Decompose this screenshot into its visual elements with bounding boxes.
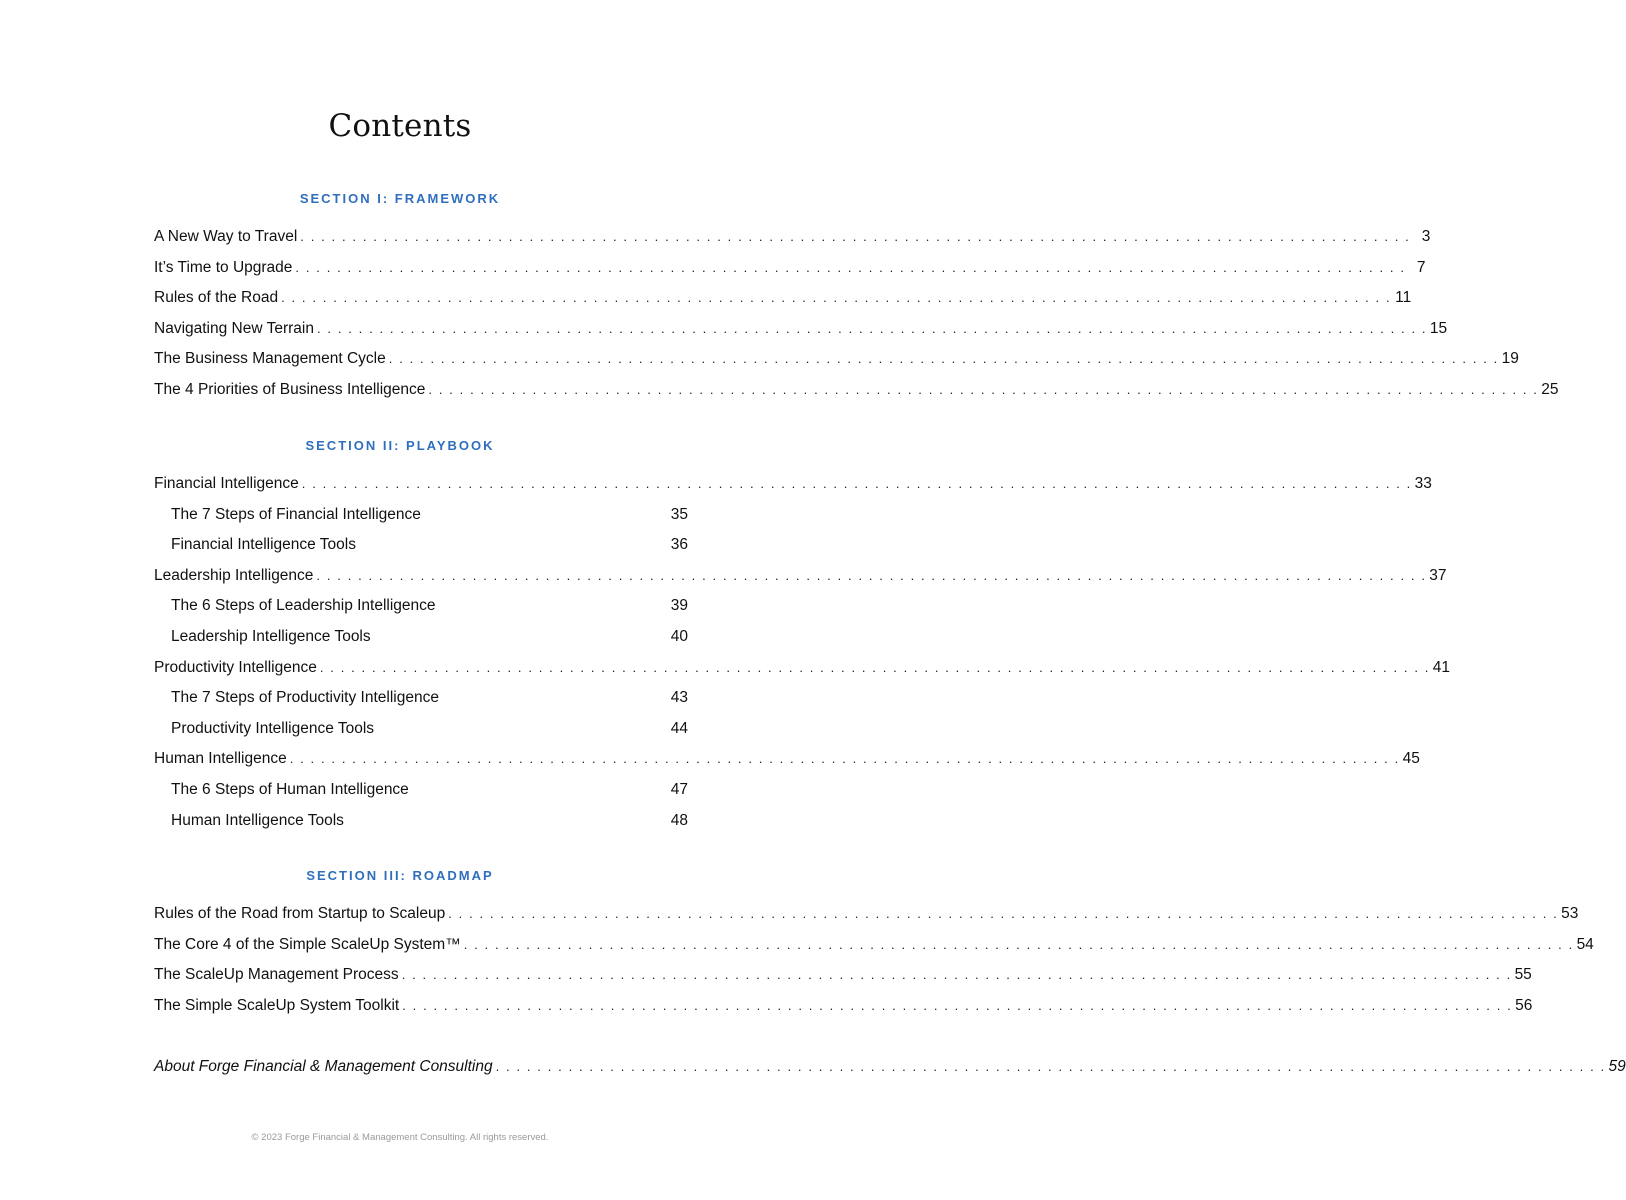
dot-leader: . . . . . . . . . . . . . . . . . . . . . . . . . . . . . . . . . . . . . . . . . . . . . . . . . . . . . . . . . . . . . . . . . . . . . . . . . . . . . . . . . . . . . . . . . . . . . . . . . . . . . . . . . . . xyxy=(295,259,1406,275)
toc-entry-about[interactable] xyxy=(154,1052,1626,1083)
dot-leader: . . . . . . . . . . . . . . . . . . . . . . . . . . . . . . . . . . . . . . . . . . . . . . . . . . . . . . . . . . . . . . . . . . . . . . . . . . . . . . . . . . . . . . . . . . . . . . . . . . . . . . . . . . . xyxy=(402,997,1513,1013)
toc-page-number: 7 xyxy=(1416,258,1426,276)
dot-leader: . . . . . . . . . . . . . . . . . . . . . . . . . . . . . . . . . . . . . . . . . . . . . . . . . . . . . . . . . . . . . . . . . . . . . . . . . . . . . . . . . . . . . . . . . . . . . . . . . . . . . . . . . . . xyxy=(495,1059,1606,1074)
toc-page-number: 47 xyxy=(670,780,688,798)
toc-entry[interactable] xyxy=(154,561,1447,592)
toc-page-number: 43 xyxy=(670,689,688,707)
dot-leader: . . . . . . . . . . . . . . . . . . . . . . . . . . . . . . . . . . . . . . . . . . . . . . . . . . . . . . . . . . . . . . . . . . . . . . . . . . . . . . . . . . . . . . . . . . . . . . . . . . . . . . . . . . . xyxy=(448,906,1559,921)
toc-entry[interactable] xyxy=(154,314,1448,345)
toc-entry[interactable] xyxy=(154,960,1532,991)
toc-page-number: 53 xyxy=(1561,905,1579,922)
toc-entry-label: The Simple ScaleUp System Toolkit xyxy=(154,996,400,1014)
toc-entry-label: The Core 4 of the Simple ScaleUp System™ xyxy=(154,935,461,953)
toc-subentry[interactable] xyxy=(154,500,688,531)
toc-list-framework xyxy=(154,222,1559,406)
dot-leader: . . . . . . . . . . . . . . . . . . . . . . . . . . . . . . . . . . . . . . . . . . . . . . . . . . . . . . . . . . . . . . . . . . . . . . . . . . . . . . . . . . . . . . . . . . . . . . . . . . . . . . . . . . . xyxy=(301,476,1412,491)
toc-list-about xyxy=(154,1052,1626,1083)
toc-page-number: 3 xyxy=(1421,228,1431,245)
dot-leader: . . . . . . . . . . . . . . . . . . . . . . . . . . . . . . . . . . . . . . . . . . . . . . . . . . . . . . . . . . . . . . . . . . . . . . . . . . . . . . . . . . . . . . . . . . . . . . . . . . . . . . . . . . . xyxy=(300,229,1411,244)
toc-page-number: 36 xyxy=(670,536,688,554)
toc-list-playbook xyxy=(154,469,1450,836)
toc-subentry[interactable] xyxy=(154,622,688,653)
toc-entry-label: Leadership Intelligence xyxy=(154,566,314,584)
toc-subentry[interactable] xyxy=(154,806,688,837)
page-title: Contents xyxy=(328,108,472,144)
toc-page-number: 19 xyxy=(1501,350,1519,368)
toc-page-number: 40 xyxy=(670,627,688,645)
toc-entry-label: The 7 Steps of Productivity Intelligence xyxy=(171,689,439,707)
toc-page-number: 44 xyxy=(670,719,688,737)
toc-entry-label: Productivity Intelligence xyxy=(154,658,317,676)
dot-leader: . . . . . . . . . . . . . . . . . . . . . . . . . . . . . . . . . . . . . . . . . . . . . . . . . . . . . . . . . . . . . . . . . . . . . . . . . . . . . . . . . . . . . . . . . . . . . . . . . . . . . . . . . . . xyxy=(289,751,1400,767)
toc-page-number: 37 xyxy=(1429,566,1447,584)
section-heading-roadmap: SECTION III: ROADMAP xyxy=(306,868,494,883)
toc-entry-label: Rules of the Road xyxy=(154,289,279,307)
toc-entry-label: The 6 Steps of Leadership Intelligence xyxy=(171,597,436,615)
toc-entry-label: The 4 Priorities of Business Intelligence xyxy=(154,380,426,398)
toc-page-number: 25 xyxy=(1541,380,1559,398)
dot-leader: . . . . . . . . . . . . . . . . . . . . . . . . . . . . . . . . . . . . . . . . . . . . . . . . . . . . . . . . . . . . . . . . . . . . . . . . . . . . . . . . . . . . . . . . . . . . . . . . . . . . . . . . . . . xyxy=(316,320,1428,336)
toc-entry-label: The ScaleUp Management Process xyxy=(154,966,399,984)
dot-leader: . . . . . . . . . . . . . . . . . . . . . . . . . . . . . . . . . . . . . . . . . . . . . . . . . . . . . . . . . . . . . . . . . . . . . . . . . . . . . . . . . . . . . . . . . . . . . . . . . . . . . . . . . . . xyxy=(316,567,1427,583)
toc-entry-label: Rules of the Road from Startup to Scaleup xyxy=(154,905,446,922)
toc-page-number: 45 xyxy=(1402,750,1420,768)
toc-entry[interactable] xyxy=(154,991,1533,1022)
toc-entry[interactable] xyxy=(154,375,1559,406)
toc-page-number: 15 xyxy=(1429,319,1448,337)
toc-entry-label: About Forge Financial & Management Consulting xyxy=(154,1058,493,1075)
toc-entry-label: The 7 Steps of Financial Intelligence xyxy=(171,505,421,523)
dot-leader: . . . . . . . . . . . . . . . . . . . . . . . . . . . . . . . . . . . . . . . . . . . . . . . . . . . . . . . . . . . . . . . . . . . . . . . . . . . . . . . . . . . . . . . . . . . . . . . . . . . . . . . . . . . xyxy=(401,967,1512,983)
toc-page-number: 35 xyxy=(670,505,688,523)
dot-leader: . . . . . . . . . . . . . . . . . . . . . . . . . . . . . . . . . . . . . . . . . . . . . . . . . . . . . . . . . . . . . . . . . . . . . . . . . . . . . . . . . . . . . . . . . . . . . . . . . . . . . . . . . . . xyxy=(388,351,1499,367)
toc-subentry[interactable] xyxy=(154,530,688,561)
section-heading-playbook: SECTION II: PLAYBOOK xyxy=(305,438,495,453)
toc-page-number: 56 xyxy=(1515,996,1533,1014)
toc-entry-label: It’s Time to Upgrade xyxy=(154,258,293,276)
toc-entry-label: Financial Intelligence Tools xyxy=(171,536,356,554)
toc-page-number: 54 xyxy=(1576,935,1594,953)
toc-subentry[interactable] xyxy=(154,591,688,622)
toc-subentry[interactable] xyxy=(154,775,688,806)
toc-list-roadmap xyxy=(154,899,1594,1021)
toc-page-number: 55 xyxy=(1514,966,1532,984)
section-heading-framework: SECTION I: FRAMEWORK xyxy=(299,191,501,206)
toc-entry-label: The Business Management Cycle xyxy=(154,350,386,368)
toc-page-number: 48 xyxy=(670,811,688,829)
toc-entry-label: Human Intelligence xyxy=(154,750,287,768)
toc-page-number: 11 xyxy=(1395,289,1412,307)
toc-entry-label: Productivity Intelligence Tools xyxy=(171,719,375,737)
toc-entry[interactable] xyxy=(154,899,1579,930)
toc-entry[interactable] xyxy=(154,930,1594,961)
toc-entry[interactable] xyxy=(154,222,1431,253)
copyright-footer: © 2023 Forge Financial & Management Consulting. All rights reserved. xyxy=(251,1132,549,1143)
toc-page-number: 59 xyxy=(1608,1058,1626,1075)
toc-entry-label: Navigating New Terrain xyxy=(154,319,314,337)
toc-page-number: 33 xyxy=(1414,475,1432,492)
toc-entry[interactable] xyxy=(154,469,1432,500)
toc-entry[interactable] xyxy=(154,253,1426,284)
toc-subentry[interactable] xyxy=(154,714,688,745)
dot-leader: . . . . . . . . . . . . . . . . . . . . . . . . . . . . . . . . . . . . . . . . . . . . . . . . . . . . . . . . . . . . . . . . . . . . . . . . . . . . . . . . . . . . . . . . . . . . . . . . . . . . . . . . . . . xyxy=(319,659,1430,675)
toc-entry[interactable] xyxy=(154,344,1519,375)
toc-entry[interactable] xyxy=(154,653,1450,684)
toc-entry-label: Financial Intelligence xyxy=(154,475,299,492)
toc-page-number: 39 xyxy=(670,597,688,615)
dot-leader: . . . . . . . . . . . . . . . . . . . . . . . . . . . . . . . . . . . . . . . . . . . . . . . . . . . . . . . . . . . . . . . . . . . . . . . . . . . . . . . . . . . . . . . . . . . . . . . . . . . . . . . . . . . xyxy=(428,381,1539,397)
toc-entry[interactable] xyxy=(154,283,1412,314)
toc-entry[interactable] xyxy=(154,744,1420,775)
toc-entry-label: Human Intelligence Tools xyxy=(171,811,344,829)
toc-entry-label: A New Way to Travel xyxy=(154,228,298,245)
toc-entry-label: The 6 Steps of Human Intelligence xyxy=(171,780,409,798)
dot-leader: . . . . . . . . . . . . . . . . . . . . . . . . . . . . . . . . . . . . . . . . . . . . . . . . . . . . . . . . . . . . . . . . . . . . . . . . . . . . . . . . . . . . . . . . . . . . . . . . . . . . . . . . . . . xyxy=(463,936,1574,952)
toc-page-number: 41 xyxy=(1432,658,1450,676)
toc-subentry[interactable] xyxy=(154,683,688,714)
dot-leader: . . . . . . . . . . . . . . . . . . . . . . . . . . . . . . . . . . . . . . . . . . . . . . . . . . . . . . . . . . . . . . . . . . . . . . . . . . . . . . . . . . . . . . . . . . . . . . . . . . . . . . . . . . . xyxy=(281,290,1392,306)
toc-entry-label: Leadership Intelligence Tools xyxy=(171,627,371,645)
